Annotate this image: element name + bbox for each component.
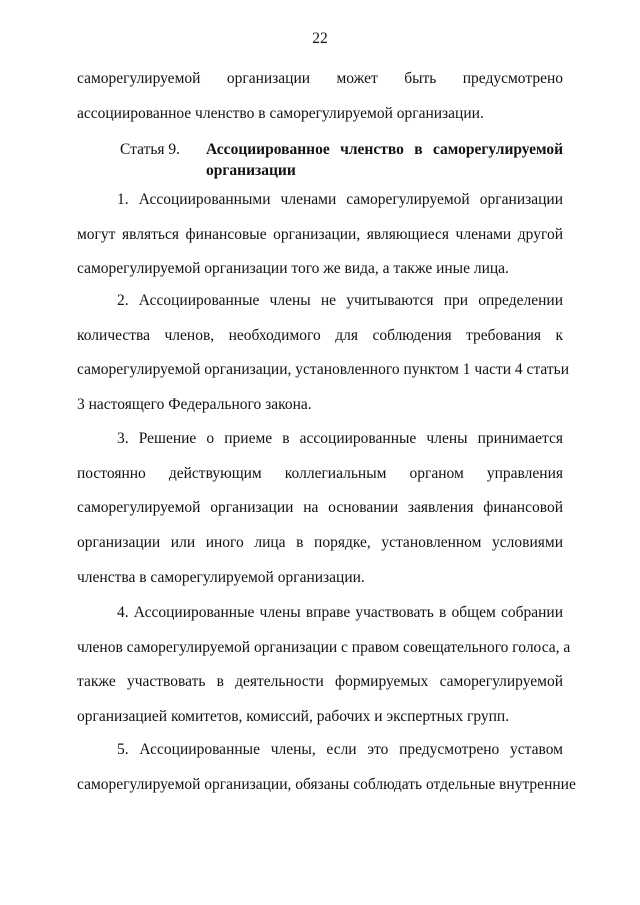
text-line: членов саморегулируемой организации с правом совещательного голоса, а [77, 638, 571, 656]
paragraph-5 [77, 733, 576, 802]
text-line: также участвовать в деятельности формируемых саморегулируемой [77, 673, 563, 691]
text-line: количества членов, необходимого для соблюдения требования к [77, 326, 563, 344]
text-line: 2. Ассоциированные члены не учитываются при определении [117, 292, 563, 309]
text-line: организации или иного лица в порядке, установленном условиями [77, 534, 563, 552]
text-line: саморегулируемой организации может быть предусмотрено [77, 70, 563, 87]
text-line: 3 настоящего Федерального закона. [77, 396, 312, 414]
article-title-line: Ассоциированное членство в саморегулируемой [206, 141, 563, 158]
text-line: могут являться финансовые организации, являющиеся членами другой [77, 225, 563, 243]
text-line: 5. Ассоциированные члены, если это предусмотрено уставом [117, 741, 563, 758]
text-line: 1. Ассоциированными членами саморегулируемой организации [117, 191, 563, 208]
paragraph-2 [77, 284, 570, 423]
article-heading [120, 139, 563, 181]
text-line: саморегулируемой организации, установленного пунктом 1 части 4 статьи [77, 361, 570, 379]
text-line: постоянно действующим коллегиальным органом управления [77, 464, 563, 482]
intro-paragraph [77, 62, 563, 131]
paragraph-4 [77, 596, 571, 735]
text-line: организацией комитетов, комиссий, рабочих и экспертных групп. [77, 708, 510, 726]
text-line: саморегулируемой организации того же вида, а также иные лица. [77, 260, 509, 278]
article-title [206, 139, 563, 181]
article-title-line: организации [206, 162, 296, 179]
text-line: саморегулируемой организации, обязаны соблюдать отдельные внутренние [77, 775, 576, 793]
paragraph-1 [77, 183, 563, 287]
text-line: саморегулируемой организации на основании заявления финансовой [77, 499, 563, 517]
paragraph-3 [77, 422, 563, 595]
text-line: 4. Ассоциированные члены вправе участвовать в общем собрании [117, 604, 563, 621]
article-label: Статья 9. [120, 141, 181, 158]
text-line: членства в саморегулируемой организации. [77, 568, 365, 586]
page-number: 22 [312, 30, 328, 47]
text-line: 3. Решение о приеме в ассоциированные члены принимается [117, 430, 563, 447]
text-line: ассоциированное членство в саморегулируемой организации. [77, 104, 484, 122]
